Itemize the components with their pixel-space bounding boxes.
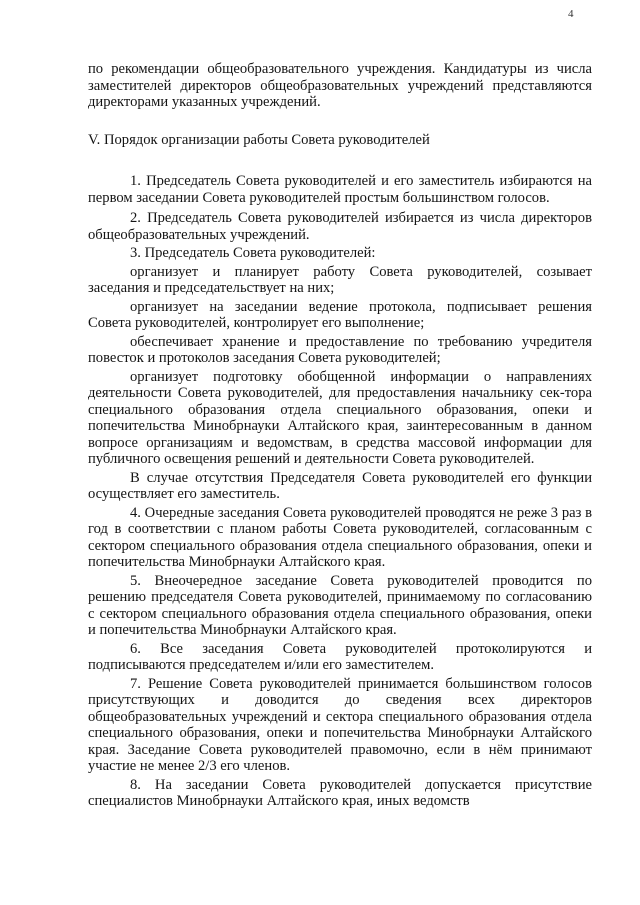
list-item-storage: обеспечивает хранение и предоставление по требованию учредителя повесток и протоколов заседания Совета руководителей; <box>88 333 592 366</box>
list-item-information: организует подготовку обобщенной информации о направлениях деятельности Совета руководителей, для предоставления начальнику сек-тора специального образования отдела специального образования, опеки и попечительства Минобрнауки Алтайского края, заинтересованным в данном вопросе организациям и ведомствам, в средства массовой информации для публичного освещения решений и деятельности Совета руководителей. <box>88 368 592 467</box>
paragraph-deputy: В случае отсутствия Председателя Совета руководителей его функции осуществляет его заместитель. <box>88 469 592 502</box>
page-number: 4 <box>568 8 574 20</box>
list-item-protocol: организует на заседании ведение протокола, подписывает решения Совета руководителей, контролирует его выполнение; <box>88 298 592 331</box>
paragraph-7: 7. Решение Совета руководителей принимается большинством голосов присутствующих и доводится до сведения всех директоров общеобразовательных учреждений и сектора специального образования отдела специального образования, опеки и попечительства Минобрнауки Алтайского края. Заседание Совета руководителей правомочно, если в нём принимают участие не менее 2/3 его членов. <box>88 675 592 774</box>
paragraph-8: 8. На заседании Совета руководителей допускается присутствие специалистов Минобрнауки Алтайского края, иных ведомств <box>88 776 592 809</box>
paragraph-4: 4. Очередные заседания Совета руководителей проводятся не реже 3 раз в год в соответствии с планом работы Совета руководителей, согласованным с сектором специального образования отдела специального образования, опеки и попечительства Минобрнауки Алтайского края. <box>88 504 592 570</box>
document-body <box>88 61 592 812</box>
paragraph-6: 6. Все заседания Совета руководителей протоколируются и подписываются председателем и/или его заместителем. <box>88 640 592 673</box>
paragraph-1: 1. Председатель Совета руководителей и его заместитель избираются на первом заседании Совета руководителей простым большинством голосов. <box>88 173 592 206</box>
section-heading: V. Порядок организации работы Совета руководителей <box>88 131 430 148</box>
paragraph-2: 2. Председатель Совета руководителей избирается из числа директоров общеобразовательных учреждений. <box>88 210 592 243</box>
list-item-organizes-plans: организует и планирует работу Совета руководителей, созывает заседания и председательствует на них; <box>88 263 592 296</box>
intro-paragraph: по рекомендации общеобразовательного учреждения. Кандидатуры из числа заместителей директоров общеобразовательных учреждений представляются директорами указанных учреждений. <box>88 61 592 110</box>
paragraph-5: 5. Внеочередное заседание Совета руководителей проводится по решению председателя Совета руководителей, принимаемому по согласованию с сектором специального образования отдела специального образования, опеки и попечительства Минобрнауки Алтайского края. <box>88 572 592 638</box>
paragraph-3: 3. Председатель Совета руководителей: <box>130 245 376 261</box>
